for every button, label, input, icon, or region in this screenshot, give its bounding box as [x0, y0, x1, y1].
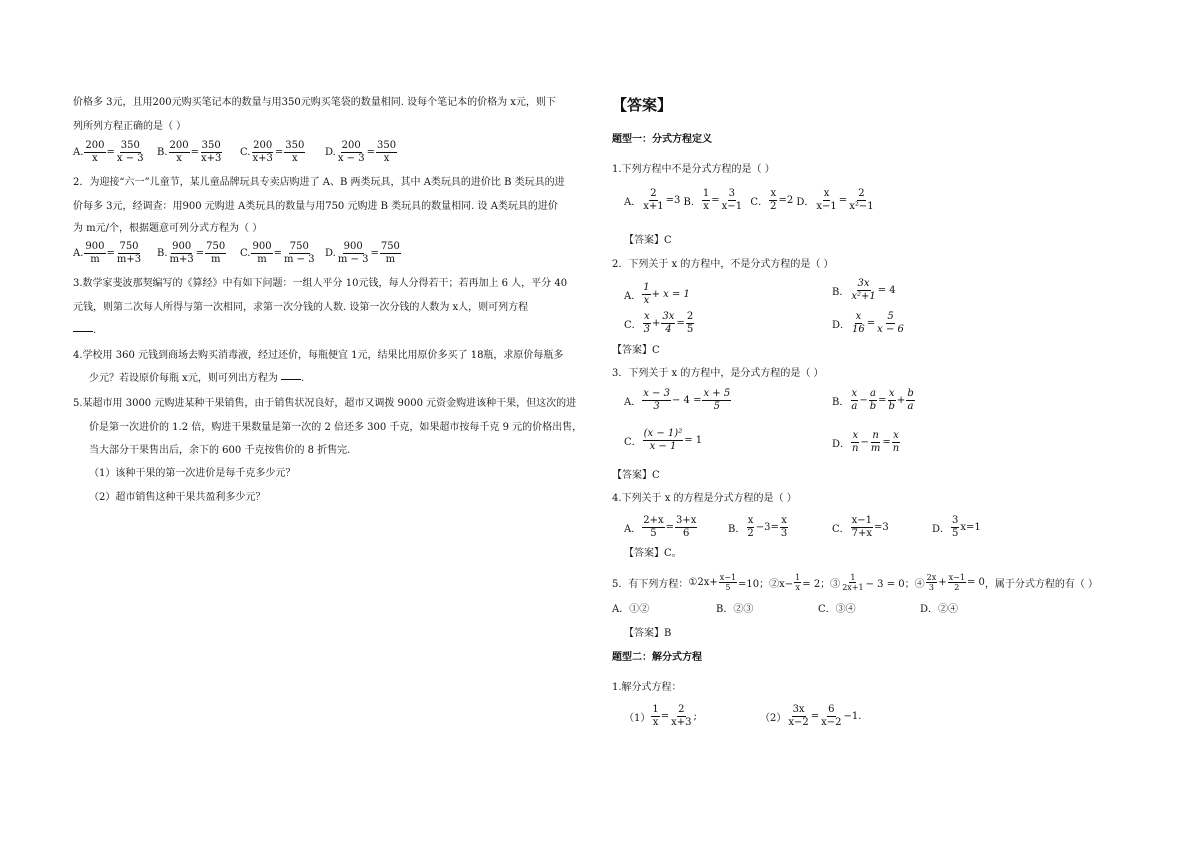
q1-option-b: B. $\frac{200}{x}$ = $\frac{350}{x+3}$ [157, 140, 222, 164]
q3-text-line1: 3.数学家斐波那契编写的《算经》中有如下问题：一组人平分 10元钱，每人分得若干；若再加上 6 人，平分 40 [73, 278, 568, 289]
blank-line [73, 331, 93, 332]
r3-option-c: C． $\frac{\text{(x − 1)²}}{x - 1}$ = 1 [624, 428, 703, 452]
r2-answer: 【答案】C [612, 345, 660, 356]
r4-option-b: B． $\frac{x}{2}$ −3= $\frac{x}{3}$ [728, 515, 788, 539]
r2-option-d: D． $\frac{x}{16}$ = $\frac{5}{x - 6}$ [832, 311, 904, 335]
section-title-1: 题型一：分式方程定义 [612, 134, 712, 145]
r4-option-d: D． $\frac{3}{5}$ x=1 [932, 515, 981, 539]
q2-text-line3: 为 m元/个，根据题意可列分式方程为（ ） [73, 223, 263, 234]
q5-subquestion-1: （1）该种干果的第一次进价是每千克多少元？ [89, 468, 296, 479]
r6-sub-1: （1） $\frac{1}{x}$ = $\frac{2}{x+3}$ ; [624, 704, 697, 728]
r2-option-a: A． $\frac{1}{x}$ + x = 1 [624, 282, 690, 306]
r4-answer: 【答案】C。 [624, 548, 682, 559]
q2-option-c: C. $\frac{900}{m}$ = $\frac{750}{m - 3}$ [240, 241, 315, 265]
r3-option-d: D． $\frac{x}{n}$ − $\frac{n}{m}$ = $\frac{x}{n}$ [832, 430, 900, 454]
section-title-2: 题型二：解分式方程 [612, 652, 702, 663]
q3-text-line2: 元钱，则第二次每人所得与第一次相同，求第一次分钱的人数. 设第一次分钱的人数为 x人，则可列方程 [73, 302, 529, 313]
r5-option-b: B．②③ [716, 604, 754, 615]
r3-option-a: A． $\frac{x - 3}{3}$ − 4 = $\frac{x + 5}{5}$ [624, 388, 731, 412]
r3-question: 3．下列关于 x 的方程中，是分式方程的是（ ） [612, 368, 824, 379]
r2-option-b: B． $\frac{3x}{\text{x²+1}}$ = 4 [832, 278, 896, 302]
q2-option-d: D. $\frac{900}{m - 3}$ = $\frac{750}{m}$ [325, 241, 400, 265]
r4-option-c: C． $\frac{x-1}{7+x}$ =3 [832, 515, 889, 539]
q1-option-c: C. $\frac{200}{x+3}$ = $\frac{350}{x}$ [240, 140, 305, 164]
r4-option-a: A． $\frac{2+x}{5}$ = $\frac{3+x}{6}$ [624, 515, 697, 539]
q1-option-a: A. $\frac{200}{x}$ = $\frac{350}{x - 3}$ [73, 140, 144, 164]
r1-question: 1.下列方程中不是分式方程的是（ ） [612, 164, 775, 175]
q2-option-b: B. $\frac{900}{m+3}$ = $\frac{750}{m}$ [157, 241, 226, 265]
r2-question: 2．下列关于 x 的方程中，不是分式方程的是（ ） [612, 259, 834, 270]
r3-answer: 【答案】C [612, 470, 660, 481]
r5-answer: 【答案】B [624, 628, 672, 639]
r3-option-b: B． $\frac{x}{a}$ − $\frac{a}{b}$ = $\frac{x}{b}$ + $\frac{b}{a}$ [832, 388, 914, 412]
r6-sub-2: （2） $\frac{3x}{x-2}$ = $\frac{6}{x-2}$ −1. [760, 704, 862, 728]
r1-answer: 【答案】C [624, 235, 672, 246]
r5-option-d: D．②④ [920, 604, 959, 615]
q3-answer-blank: . [73, 324, 96, 338]
q4-text-line1: 4.学校用 360 元钱到商场去购买消毒液，经过还价，每瓶便宜 1元，结果比用原价多买了 18瓶，求原价每瓶多 [73, 350, 564, 361]
r5-option-a: A．①② [612, 604, 650, 615]
answer-heading: 【答案】 [612, 96, 673, 114]
blank-line [281, 379, 301, 380]
r1-options: A． $\frac{2}{x+1}$ =3 B． $\frac{1}{x}$ = $\frac{3}{x-1}$ C． $\frac{x}{2}$ =2 D． $\frac{x}{x-1}$ = $\frac{2}{\text{x²−1}}$ [624, 188, 874, 212]
r5-option-c: C．③④ [818, 604, 856, 615]
q1-option-d: D. $\frac{200}{x - 3}$ = $\frac{350}{x}$ [325, 140, 397, 164]
q2-text-line1: 2．为迎接“六一”儿童节，某儿童品牌玩具专卖店购进了 A、B 两类玩具，其中 A类玩具的进价比 B 类玩具的进 [73, 177, 565, 188]
q5-text-line2: 价是第一次进价的 1.2 倍，购进干果数量是第一次的 2 倍还多 300 千克，如果超市按每千克 9 元的价格出售， [89, 422, 583, 433]
q0-text-line2: 列所列方程正确的是（ ） [73, 121, 187, 132]
q2-option-a: A. $\frac{900}{m}$ = $\frac{750}{m+3}$ [73, 241, 142, 265]
right-column [600, 0, 1200, 849]
q5-text-line1: 5.某超市用 3000 元购进某种干果销售，由于销售状况良好，超市又调拨 9000 元资金购进该种干果，但这次的进 [73, 398, 577, 409]
q5-subquestion-2: （2）超市销售这种干果共盈利多少元？ [89, 492, 266, 503]
q0-text-line1: 价格多 3元，且用200元购买笔记本的数量与用350元购买笔袋的数量相同. 设每个笔记本的价格为 x元，则下 [73, 97, 556, 108]
r5-question: 5．有下列方程： ①2x+ $\frac{x-1}{5}$ =10；②x− $\frac{1}{x}$ = 2；③ $\frac{1}{2x+1}$ − 3 = 0；④ $\frac{2x}{3}$ + $\frac{x-1}{2}$ = 0 ，属于分式方程的有（ ） [612, 573, 1099, 592]
q4-text-line2: 少元？若设原价每瓶 x元，则可列出方程为 . [89, 373, 305, 384]
q2-text-line2: 价每多 3元，经调查：用900 元购进 A类玩具的数量与用750 元购进 B 类玩具的数量相同. 设 A类玩具的进价 [73, 201, 558, 212]
r2-option-c: C． $\frac{x}{3}$ + $\frac{3x}{4}$ = $\frac{2}{5}$ [624, 311, 694, 335]
r4-question: 4.下列关于 x 的方程是分式方程的是（ ） [612, 493, 797, 504]
q5-text-line3: 当大部分干果售出后，余下的 600 千克按售价的 8 折售完. [89, 445, 351, 456]
r6-question: 1.解分式方程： [612, 682, 682, 693]
